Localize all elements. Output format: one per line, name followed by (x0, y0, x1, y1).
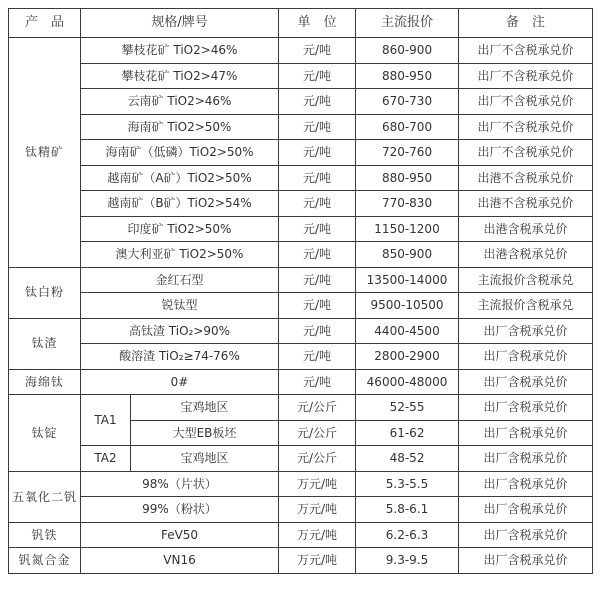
table-row (9, 548, 593, 574)
table-row (9, 446, 593, 472)
note-cell: 出港含税承兑价 (459, 242, 593, 268)
note-cell: 出厂不含税承兑价 (459, 89, 593, 115)
unit-cell: 元/吨 (279, 318, 356, 344)
price-cell: 48-52 (356, 446, 459, 472)
note-cell: 出厂含税承兑价 (459, 395, 593, 421)
price-cell: 13500-14000 (356, 267, 459, 293)
table-row (9, 497, 593, 523)
price-cell: 680-700 (356, 114, 459, 140)
table-row (9, 165, 593, 191)
header-spec: 规格/牌号 (81, 9, 279, 38)
table-row (9, 471, 593, 497)
note-cell: 出厂含税承兑价 (459, 548, 593, 574)
spec-cell: 99%（粉状） (81, 497, 279, 523)
price-cell: 9500-10500 (356, 293, 459, 319)
unit-cell: 元/吨 (279, 89, 356, 115)
unit-cell: 元/吨 (279, 242, 356, 268)
price-cell: 670-730 (356, 89, 459, 115)
spec-cell: 大型EB板坯 (131, 420, 279, 446)
unit-cell: 万元/吨 (279, 522, 356, 548)
note-cell: 出港含税承兑价 (459, 216, 593, 242)
spec-cell: 越南矿（B矿）TiO2>54% (81, 191, 279, 217)
spec-cell: 云南矿 TiO2>46% (81, 89, 279, 115)
spec-cell: 宝鸡地区 (131, 446, 279, 472)
unit-cell: 万元/吨 (279, 471, 356, 497)
note-cell: 出厂含税承兑价 (459, 497, 593, 523)
note-cell: 主流报价含税承兑 (459, 267, 593, 293)
price-cell: 720-760 (356, 140, 459, 166)
product-cell: 钒氮合金 (9, 548, 81, 574)
spec-cell: 攀枝花矿 TiO2>46% (81, 38, 279, 64)
price-cell: 880-950 (356, 165, 459, 191)
price-cell: 52-55 (356, 395, 459, 421)
spec-cell: 海南矿 TiO2>50% (81, 114, 279, 140)
table-row (9, 38, 593, 64)
table-row (9, 369, 593, 395)
unit-cell: 元/吨 (279, 293, 356, 319)
table-row (9, 191, 593, 217)
unit-cell: 元/吨 (279, 216, 356, 242)
spec-cell: 澳大利亚矿 TiO2>50% (81, 242, 279, 268)
spec-cell: 0# (81, 369, 279, 395)
header-product: 产 品 (9, 9, 81, 38)
spec-cell: VN16 (81, 548, 279, 574)
price-cell: 5.3-5.5 (356, 471, 459, 497)
spec-cell: 98%（片状） (81, 471, 279, 497)
note-cell: 出厂含税承兑价 (459, 522, 593, 548)
note-cell: 出港不含税承兑价 (459, 191, 593, 217)
price-cell: 860-900 (356, 38, 459, 64)
table-row (9, 89, 593, 115)
product-cell: 钛白粉 (9, 267, 81, 318)
spec-cell: 锐钛型 (81, 293, 279, 319)
product-cell: 钒铁 (9, 522, 81, 548)
note-cell: 出港不含税承兑价 (459, 165, 593, 191)
table-row (9, 242, 593, 268)
table-row (9, 293, 593, 319)
unit-cell: 元/吨 (279, 369, 356, 395)
table-row (9, 344, 593, 370)
table-header-row (9, 9, 593, 38)
unit-cell: 万元/吨 (279, 548, 356, 574)
spec-cell: 高钛渣 TiO₂>90% (81, 318, 279, 344)
unit-cell: 元/吨 (279, 344, 356, 370)
price-cell: 770-830 (356, 191, 459, 217)
unit-cell: 元/公斤 (279, 446, 356, 472)
unit-cell: 元/公斤 (279, 395, 356, 421)
unit-cell: 元/吨 (279, 191, 356, 217)
table-row (9, 114, 593, 140)
table-row (9, 63, 593, 89)
price-cell: 61-62 (356, 420, 459, 446)
note-cell: 主流报价含税承兑 (459, 293, 593, 319)
unit-cell: 元/吨 (279, 267, 356, 293)
spec-cell: 宝鸡地区 (131, 395, 279, 421)
price-cell: 2800-2900 (356, 344, 459, 370)
spec-cell: 攀枝花矿 TiO2>47% (81, 63, 279, 89)
unit-cell: 元/吨 (279, 140, 356, 166)
product-cell: 海绵钛 (9, 369, 81, 395)
unit-cell: 元/吨 (279, 165, 356, 191)
price-cell: 6.2-6.3 (356, 522, 459, 548)
note-cell: 出厂不含税承兑价 (459, 63, 593, 89)
header-note: 备 注 (459, 9, 593, 38)
table-row (9, 522, 593, 548)
header-price: 主流报价 (356, 9, 459, 38)
table-row (9, 267, 593, 293)
note-cell: 出厂含税承兑价 (459, 369, 593, 395)
price-cell: 5.8-6.1 (356, 497, 459, 523)
spec-cell: FeV50 (81, 522, 279, 548)
price-cell: 880-950 (356, 63, 459, 89)
note-cell: 出厂含税承兑价 (459, 446, 593, 472)
product-cell: 钛精矿 (9, 38, 81, 268)
note-cell: 出厂不含税承兑价 (459, 140, 593, 166)
spec-cell: 越南矿（A矿）TiO2>50% (81, 165, 279, 191)
spec-cell: 海南矿（低磷）TiO2>50% (81, 140, 279, 166)
unit-cell: 元/公斤 (279, 420, 356, 446)
product-cell: 五氧化二钒 (9, 471, 81, 522)
unit-cell: 元/吨 (279, 63, 356, 89)
note-cell: 出厂不含税承兑价 (459, 38, 593, 64)
note-cell: 出厂含税承兑价 (459, 471, 593, 497)
product-cell: 钛渣 (9, 318, 81, 369)
unit-cell: 元/吨 (279, 38, 356, 64)
product-cell: 钛锭 (9, 395, 81, 472)
price-cell: 46000-48000 (356, 369, 459, 395)
price-cell: 4400-4500 (356, 318, 459, 344)
table-row (9, 395, 593, 421)
note-cell: 出厂含税承兑价 (459, 318, 593, 344)
unit-cell: 元/吨 (279, 114, 356, 140)
table-row (9, 318, 593, 344)
grade-cell: TA2 (81, 446, 131, 472)
header-unit: 单 位 (279, 9, 356, 38)
table-row (9, 216, 593, 242)
spec-cell: 金红石型 (81, 267, 279, 293)
note-cell: 出厂不含税承兑价 (459, 114, 593, 140)
unit-cell: 万元/吨 (279, 497, 356, 523)
price-cell: 9.3-9.5 (356, 548, 459, 574)
table-row (9, 140, 593, 166)
price-cell: 1150-1200 (356, 216, 459, 242)
price-cell: 850-900 (356, 242, 459, 268)
note-cell: 出厂含税承兑价 (459, 344, 593, 370)
price-table (8, 8, 593, 574)
spec-cell: 印度矿 TiO2>50% (81, 216, 279, 242)
note-cell: 出厂含税承兑价 (459, 420, 593, 446)
grade-cell: TA1 (81, 395, 131, 446)
spec-cell: 酸溶渣 TiO₂≥74-76% (81, 344, 279, 370)
